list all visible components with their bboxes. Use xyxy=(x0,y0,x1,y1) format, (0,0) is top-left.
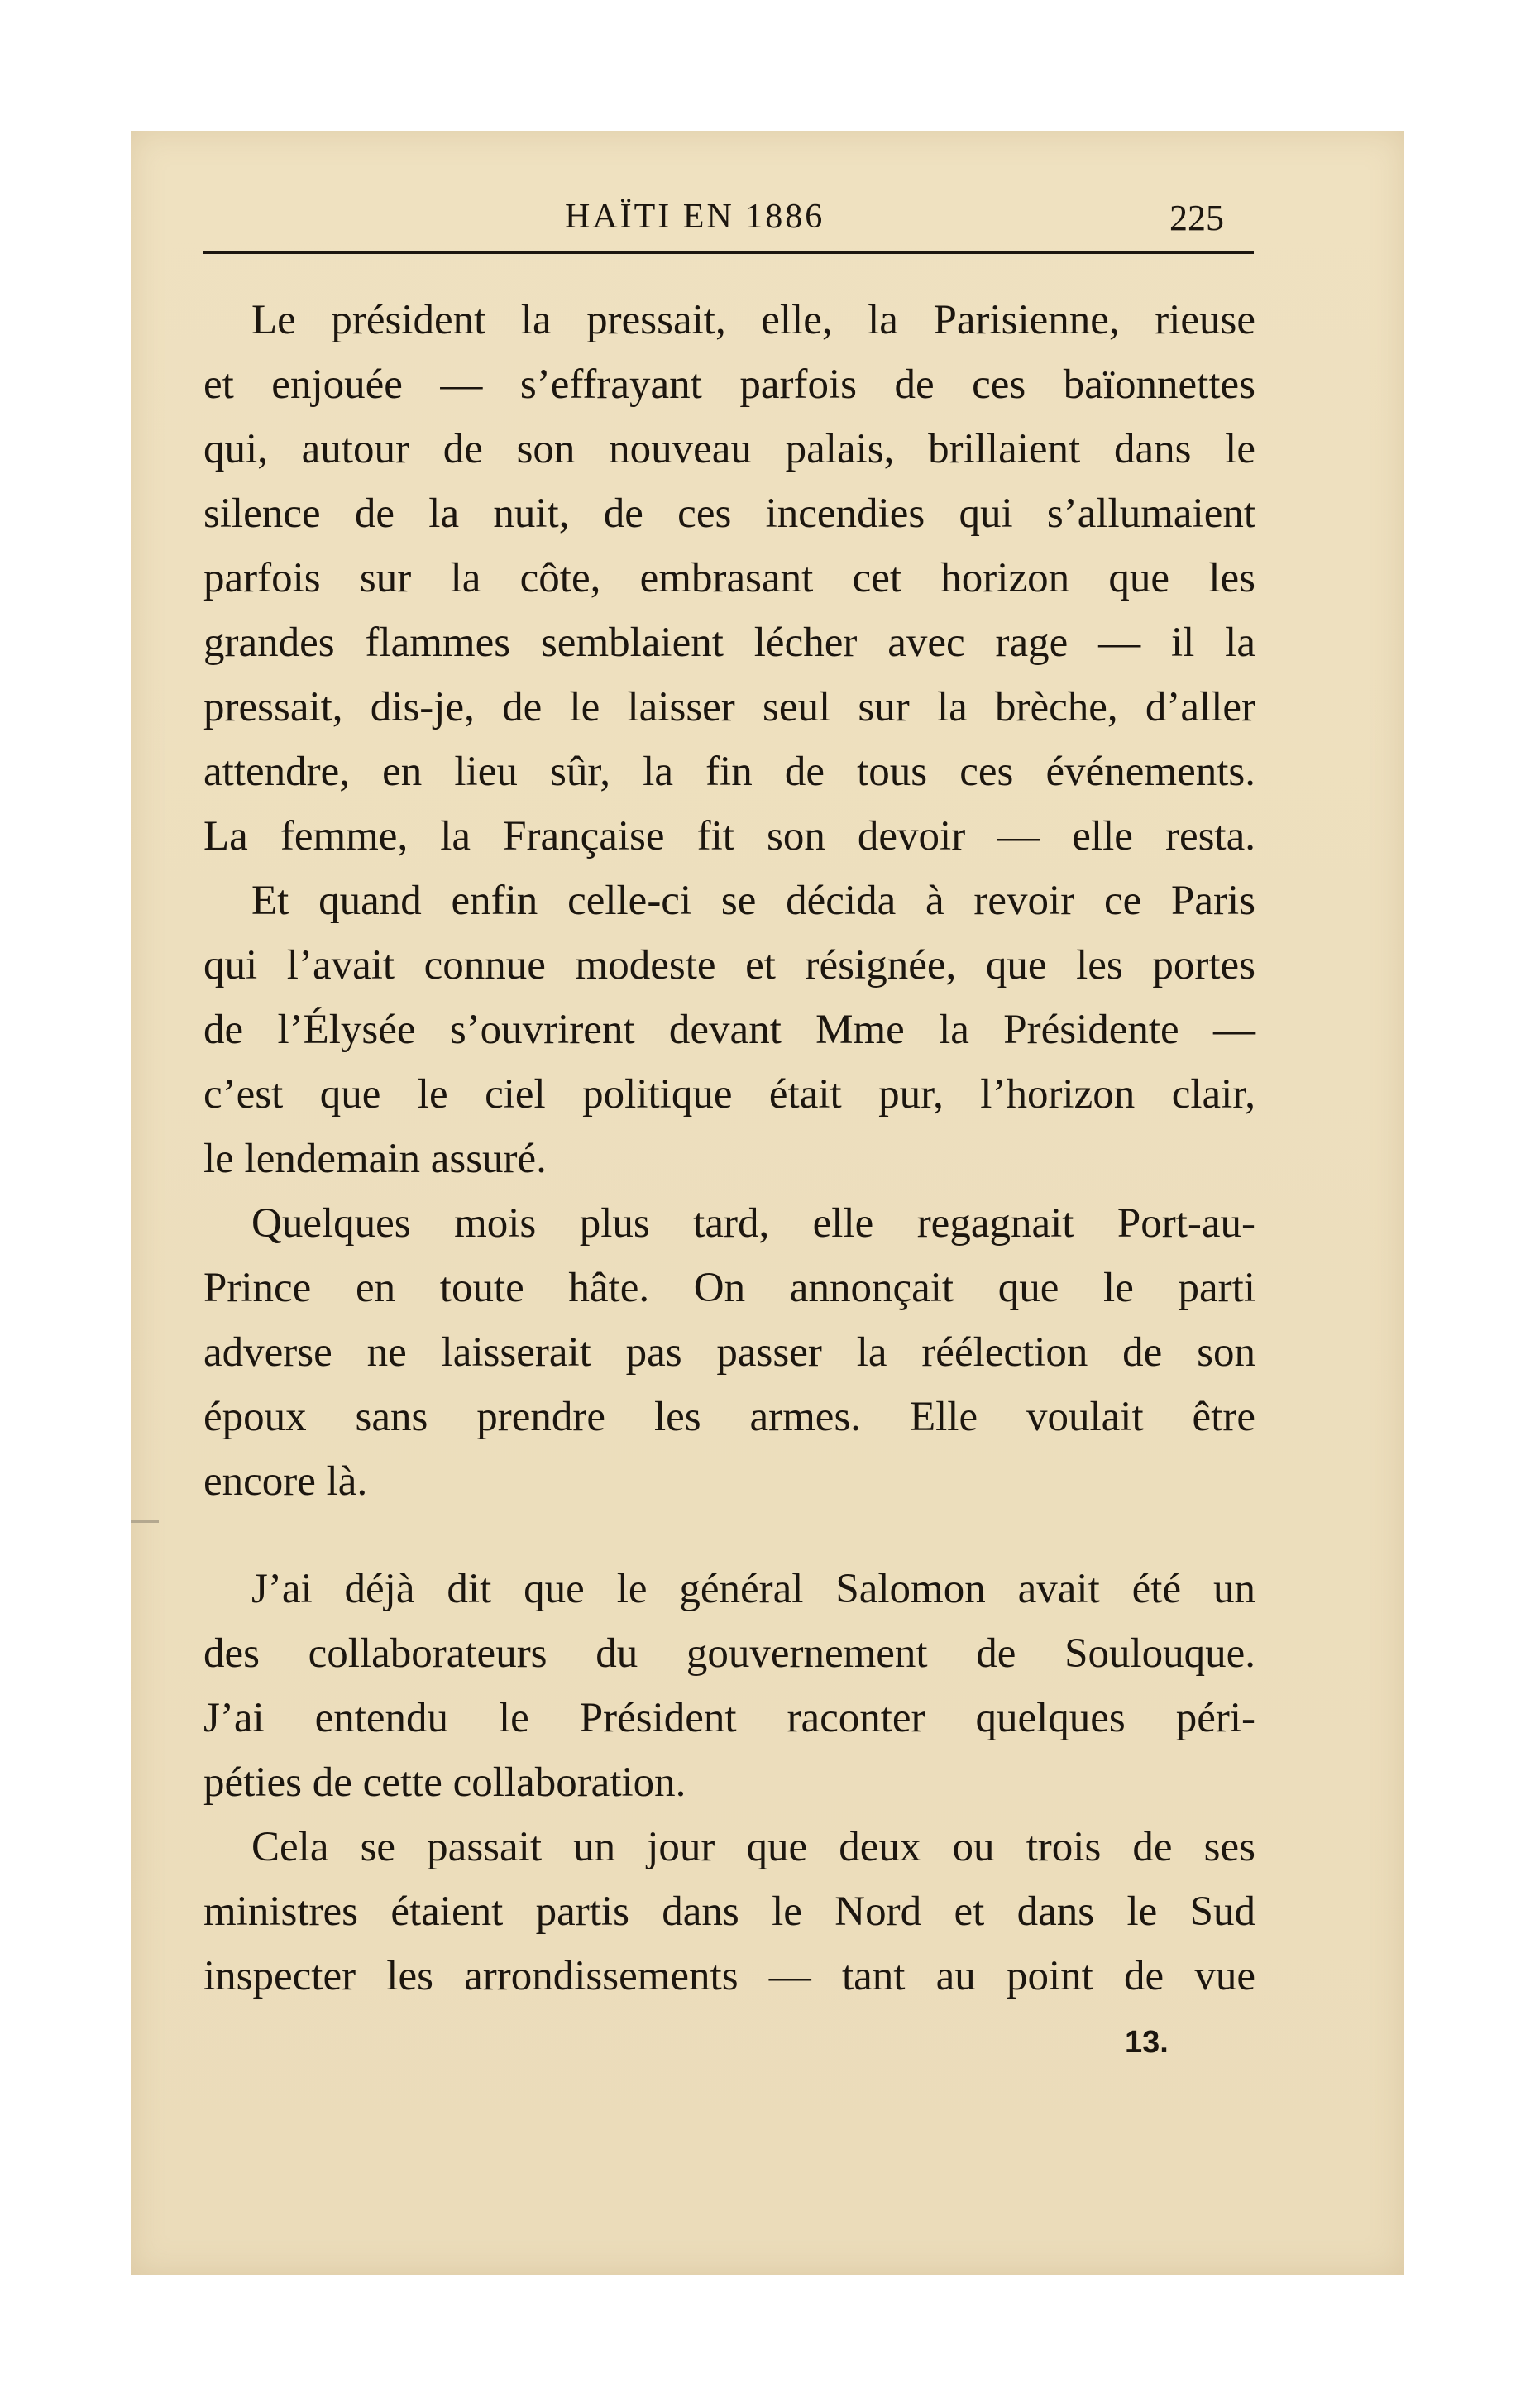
running-title: HAÏTI EN 1886 xyxy=(565,198,825,236)
signature-mark: 13. xyxy=(1125,2025,1169,2060)
text-line: des collaborateurs du gouvernement de Soulouque. xyxy=(203,1630,1255,1677)
text-line: Le président la pressait, elle, la Parisienne, rieuse xyxy=(251,297,1255,343)
text-line: Quelques mois plus tard, elle regagnait Port-au- xyxy=(251,1200,1255,1247)
page-number: 225 xyxy=(1169,198,1224,238)
text-line: encore là. xyxy=(203,1458,368,1505)
paragraph-5 xyxy=(203,1815,1255,2008)
text-line: silence de la nuit, de ces incendies qui s’allumaient xyxy=(203,491,1255,537)
paragraph-4 xyxy=(203,1557,1255,1815)
text-line: J’ai entendu le Président raconter quelques péri- xyxy=(203,1695,1255,1741)
text-line: le lendemain assuré. xyxy=(203,1136,547,1182)
text-line: qui, autour de son nouveau palais, brillaient dans le xyxy=(203,426,1255,472)
book-page xyxy=(131,131,1404,2275)
paragraph-3 xyxy=(203,1191,1255,1514)
text-line: Et quand enfin celle-ci se décida à revoir ce Paris xyxy=(251,878,1255,924)
text-line: La femme, la Française fit son devoir — elle resta. xyxy=(203,813,1255,859)
text-line: qui l’avait connue modeste et résignée, que les portes xyxy=(203,942,1255,989)
running-head xyxy=(131,197,1404,247)
text-line: J’ai déjà dit que le général Salomon avait été un xyxy=(251,1566,1255,1612)
section-break xyxy=(203,1514,1255,1557)
text-line: attendre, en lieu sûr, la fin de tous ces événements. xyxy=(203,749,1255,795)
text-line: grandes flammes semblaient lécher avec rage — il la xyxy=(203,620,1255,666)
margin-mark xyxy=(131,1520,159,1523)
text-line: de l’Élysée s’ouvrirent devant Mme la Présidente — xyxy=(203,1007,1255,1053)
text-line: ministres étaient partis dans le Nord et dans le Sud xyxy=(203,1889,1255,1935)
header-rule xyxy=(203,251,1254,254)
text-line: Cela se passait un jour que deux ou trois de ses xyxy=(251,1824,1255,1870)
paragraph-2 xyxy=(203,869,1255,1191)
text-line: c’est que le ciel politique était pur, l’horizon clair, xyxy=(203,1071,1255,1118)
text-line: Prince en toute hâte. On annonçait que le parti xyxy=(203,1265,1255,1311)
body-text xyxy=(203,288,1255,2008)
text-line: péties de cette collaboration. xyxy=(203,1759,686,1806)
paragraph-1 xyxy=(203,288,1255,869)
text-line: et enjouée — s’effrayant parfois de ces baïonnettes xyxy=(203,361,1255,408)
text-line: époux sans prendre les armes. Elle voulait être xyxy=(203,1394,1255,1440)
text-line: inspecter les arrondissements — tant au point de vue xyxy=(203,1953,1255,1999)
text-line: pressait, dis-je, de le laisser seul sur la brèche, d’aller xyxy=(203,684,1255,730)
text-line: parfois sur la côte, embrasant cet horizon que les xyxy=(203,555,1255,601)
text-line: adverse ne laisserait pas passer la réélection de son xyxy=(203,1329,1255,1376)
